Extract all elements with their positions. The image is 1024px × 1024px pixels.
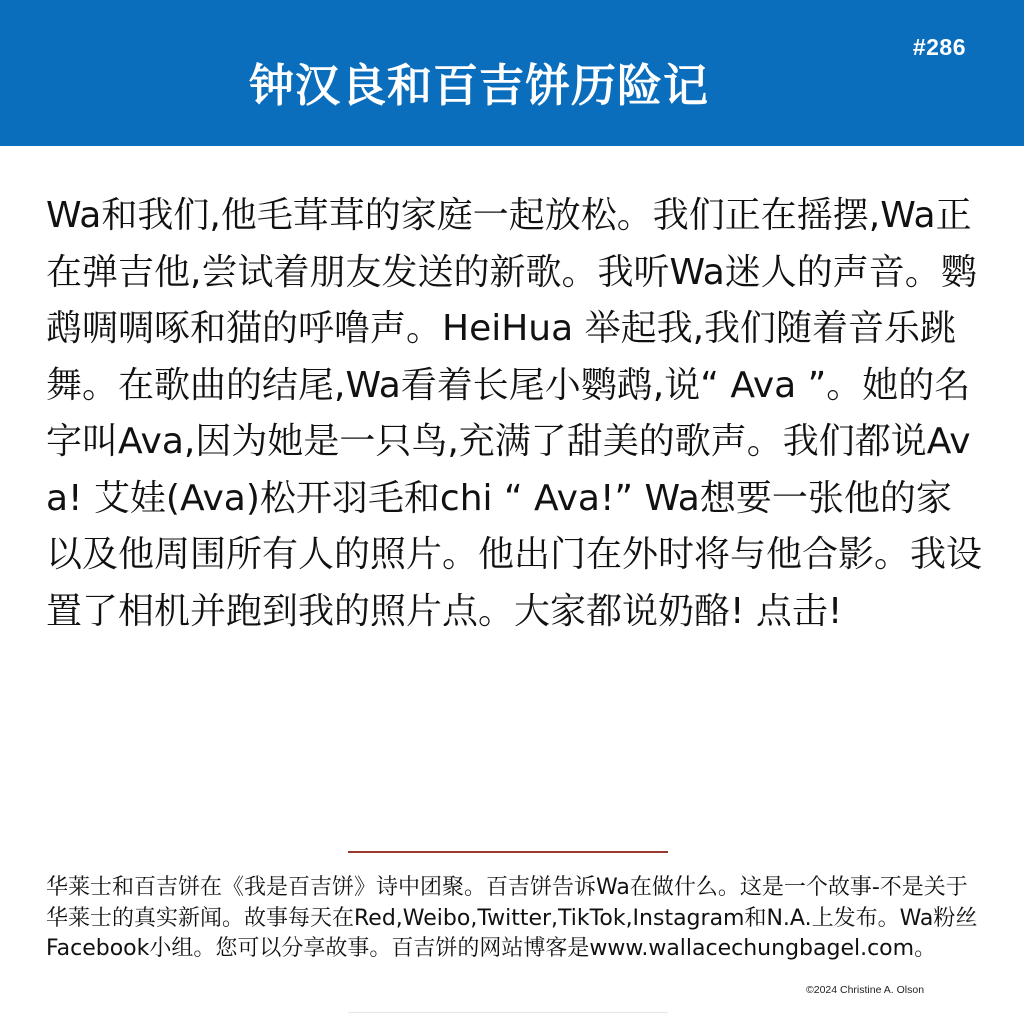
copyright-notice: ©2024 Christine A. Olson [806,984,925,996]
title-banner [0,0,1024,146]
page-title: 钟汉良和百吉饼历险记 [248,59,709,112]
bottom-divider [348,1012,668,1013]
story-text: Wa和我们,他毛茸茸的家庭一起放松。我们正在摇摆,Wa正在弹吉他,尝试着朋友发送的新歌。我听Wa迷人的声音。鹦鹉啁啁啄和猫的呼噜声。HeiHua 举起我,我们随着音乐跳舞。在歌曲的结尾,Wa看着长尾小鹦鹉,说“ Ava ”。她的名字叫Ava,因为她是一只鸟,充满了甜美的歌声。我们都说Ava! 艾娃(Ava)松开羽毛和chi “ Ava!” Wa想要一张他的家以及他周围所有人的照片。他出门在外时将与他合影。我设置了相机并跑到我的照片点。大家都说奶酪! 点击! [46,195,983,632]
issue-number: #286 [912,34,966,60]
footnote-text: 华莱士和百吉饼在《我是百吉饼》诗中团聚。百吉饼告诉Wa在做什么。这是一个故事-不是关于华莱士的真实新闻。故事每天在Red,Weibo,Twitter,TikTok,Instagram和N.A.上发布。Wa粉丝Facebook小组。您可以分享故事。百吉饼的网站博客是www.wallacechungbagel.com。 [46,875,978,961]
section-divider [348,851,668,853]
